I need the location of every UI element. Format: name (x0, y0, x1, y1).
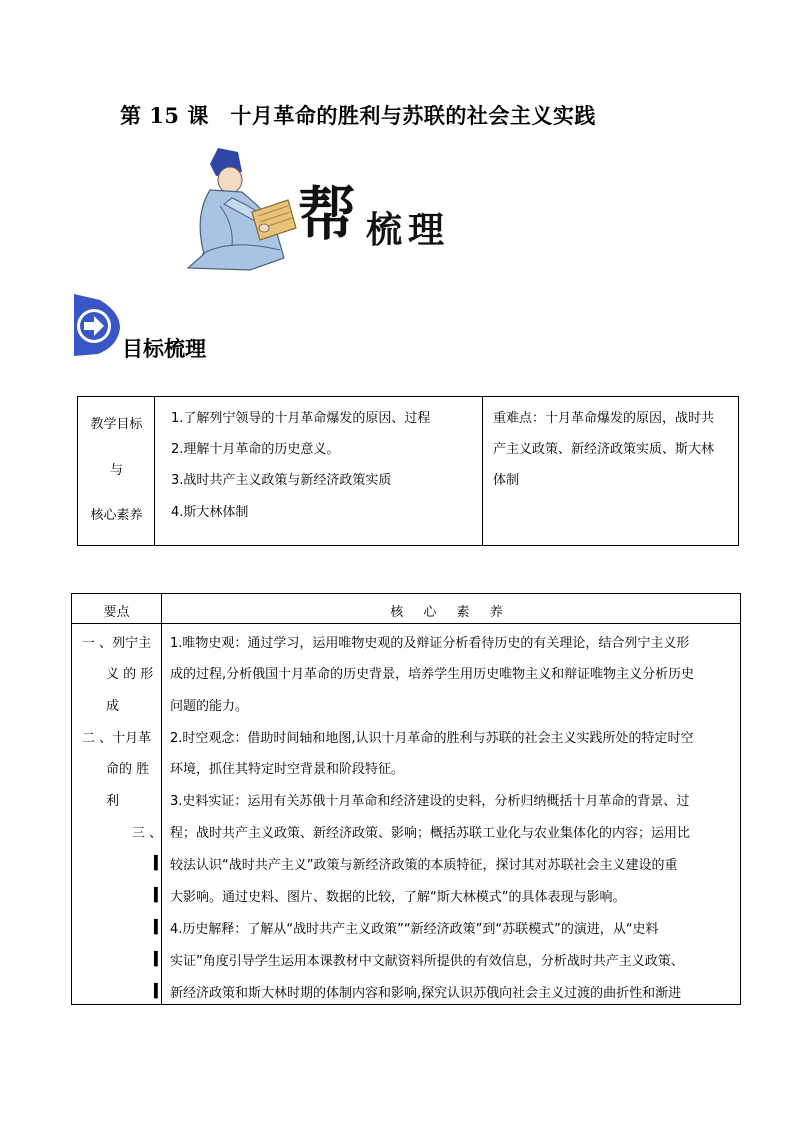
clipped-text-fragment: ▍ (154, 888, 164, 903)
label-line: 与 (109, 463, 123, 478)
header-key-points: 要点 (103, 605, 130, 620)
label-line: 核心素养 (90, 508, 143, 523)
key-point-line: 一 、列宁主 (82, 636, 152, 651)
key-point-line: 成 (106, 699, 120, 714)
literacy-line: 程；战时共产主义政策、新经济政策、影响；概括苏联工业化与农业集体化的内容；运用比 (170, 826, 691, 841)
key-point-line: 命的 胜 (106, 762, 150, 777)
scholar-reading-illustration (180, 146, 470, 276)
arrow-right-circle-icon (72, 294, 122, 356)
key-points-line: 体制 (493, 473, 520, 488)
literacy-line: 问题的能力。 (170, 699, 249, 714)
literacy-line: 2.时空观念：借助时间轴和地图,认识十月革命的胜利与苏联的社会主义实践所处的特定时空 (170, 731, 694, 746)
objectives-label-cell (78, 397, 155, 545)
table-header-row (72, 594, 740, 624)
key-point-line: 三 、 (132, 826, 163, 841)
literacy-line: 实证”角度引导学生运用本课教材中文献资料所提供的有效信息，分析战时共产主义政策、 (170, 954, 684, 969)
key-point-line: 利 (106, 794, 120, 809)
literacy-line: 4.历史解释：了解从“战时共产主义政策”“新经济政策”到“苏联模式”的演进，从“史料 (170, 922, 659, 937)
header-core-literacy: 核 心 素 养 (390, 605, 511, 620)
key-points-line: 重难点：十月革命爆发的原因，战时共 (493, 411, 715, 426)
clipped-text-fragment: ▍ (154, 856, 164, 871)
literacy-line: 成的过程,分析俄国十月革命的历史背景，培养学生用历史唯物主义和辩证唯物主义分析历史 (170, 667, 695, 682)
key-point-line: 义 的 形 (106, 667, 154, 682)
goal-item: 2.理解十月革命的历史意义。 (171, 442, 340, 457)
literacy-line: 3.史料实证：运用有关苏俄十月革命和经济建设的史料，分析归纳概括十月革命的背景、过 (170, 794, 690, 809)
goal-item: 4.斯大林体制 (171, 505, 249, 520)
goal-item: 3.战时共产主义政策与新经济政策实质 (171, 473, 392, 488)
label-line: 教学目标 (90, 417, 143, 432)
column-divider (161, 594, 162, 1004)
literacy-line: 新经济政策和斯大林时期的体制内容和影响,探究认识苏俄向社会主义过渡的曲折性和渐进 (170, 986, 682, 1001)
key-points-cell (483, 397, 738, 545)
literacy-line: 大影响。通过史料、图片、数据的比较，了解“斯大林模式”的具体表现与影响。 (170, 890, 626, 905)
key-point-line: 二 、十月革 (82, 731, 152, 746)
literacy-line: 环境，抓住其特定时空背景和阶段特征。 (170, 762, 405, 777)
key-points-line: 产主义政策、新经济政策实质、斯大林 (493, 442, 715, 457)
goals-cell (155, 397, 483, 545)
clipped-text-fragment: ▍ (154, 984, 164, 999)
banner-char: 帮 (298, 180, 357, 248)
literacy-table (71, 593, 741, 1005)
goal-item: 1.了解列宁领导的十月革命爆发的原因、过程 (171, 411, 431, 426)
literacy-line: 1.唯物史观：通过学习，运用唯物史观的及辩证分析看待历史的有关理论，结合列宁主义形 (170, 636, 690, 651)
section-title: 目标梳理 (122, 336, 206, 361)
banner-text: 梳理 (366, 209, 451, 251)
clipped-text-fragment: ▍ (154, 920, 164, 935)
literacy-line: 较法认识“战时共产主义”政策与新经济政策的本质特征，探讨其对苏联社会主义建设的重 (170, 858, 678, 873)
page-title: 第 15 课 十月革命的胜利与苏联的社会主义实践 (120, 103, 596, 128)
objectives-table (77, 396, 739, 546)
clipped-text-fragment: ▍ (154, 952, 164, 967)
